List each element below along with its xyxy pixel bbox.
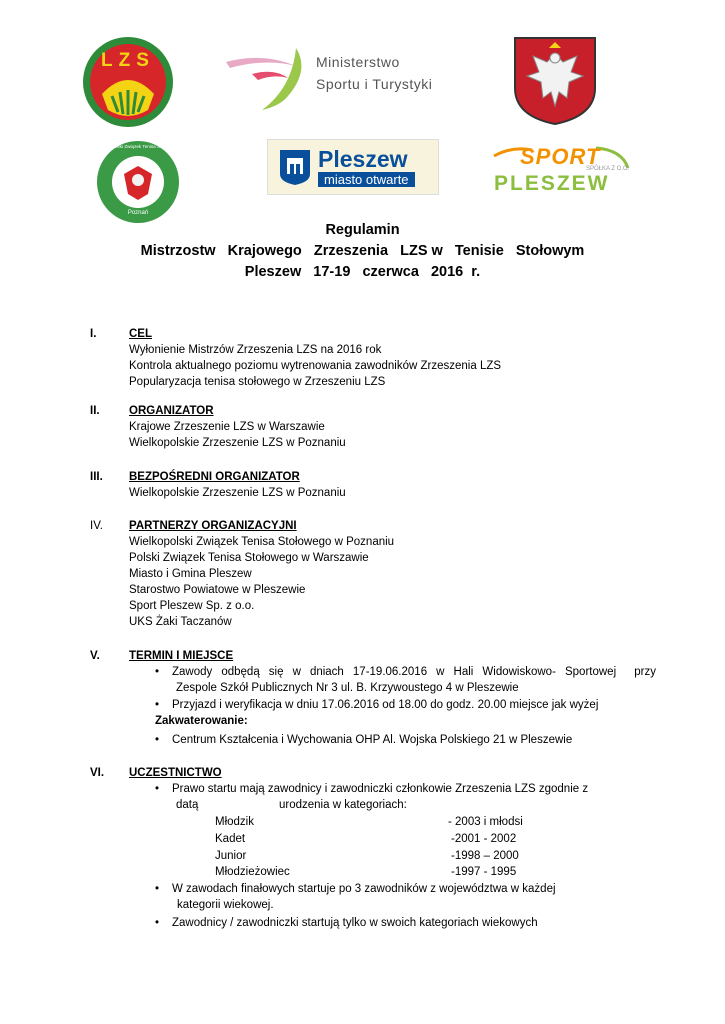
section-6-bullet-eligibility: • Prawo startu mają zawodnicy i zawodniczki członkowie Zrzeszenia LZS zgodnie z [172, 781, 588, 797]
category-name: Junior [215, 850, 247, 862]
section-3-number: III. [90, 471, 103, 483]
section-1-item: Wyłonienie Mistrzów Zrzeszenia LZS na 2016 rok [129, 344, 382, 356]
section-2-heading: ORGANIZATOR [129, 405, 214, 417]
section-4-number: IV. [90, 520, 104, 532]
section-5-bullet-venue-cont: Zespole Szkół Publicznych Nr 3 ul. B. Krzywoustego 4 w Pleszewie [176, 682, 519, 694]
wielkopolska-coat-of-arms [513, 36, 597, 126]
section-4-item: Polski Związek Tenisa Stołowego w Warszawie [129, 552, 369, 564]
section-1-item: Popularyzacja tenisa stołowego w Zrzeszeniu LZS [129, 376, 386, 388]
section-4-item: UKS Żaki Taczanów [129, 616, 232, 628]
lzs-logo-text: LZS [101, 50, 155, 71]
federation-ring-text: Wielkopolski Związek Tenisa Stołowego [97, 144, 179, 149]
section-6-bullet-finals: • W zawodach finałowych startuje po 3 zawodników z województwa w każdej [172, 881, 556, 897]
ministry-line1: Ministerstwo [316, 54, 400, 70]
ministry-line2: Sportu i Turystyki [316, 76, 433, 92]
section-5-heading: TERMIN I MIEJSCE [129, 650, 234, 662]
category-years: -1997 - 1995 [451, 866, 517, 878]
section-5-bullet-arrival: • Przyjazd i weryfikacja w dniu 17.06.2016 od 18.00 do godz. 20.00 miejsce jak wyżej [172, 697, 598, 713]
section-5-bullet-venue: • Zawody odbędą się w dniach 17-19.06.2016 w Hali Widowiskowo- Sportowej przy [172, 664, 656, 680]
sport-pleszew-logo [492, 144, 632, 196]
section-6-bullet-categories: • Zawodnicy / zawodniczki startują tylko w swoich kategoriach wiekowych [172, 915, 538, 931]
section-4-item: Wielkopolski Związek Tenisa Stołowego w Poznaniu [129, 536, 395, 548]
sport-pleszew-line2: PLESZEW [494, 172, 610, 195]
federation-bottom-text: Poznań [127, 210, 149, 216]
section-3-item: Wielkopolskie Zrzeszenie LZS w Poznaniu [129, 487, 346, 499]
section-3-heading: BEZPOŚREDNI ORGANIZATOR [129, 471, 300, 483]
category-name: Młodzik [215, 816, 254, 828]
lzs-logo [82, 36, 174, 128]
document-place-date: Pleszew 17-19 czerwca 2016 r. [244, 264, 481, 280]
pleszew-logo [267, 139, 439, 195]
category-years: -1998 – 2000 [451, 850, 519, 862]
section-4-item: Sport Pleszew Sp. z o.o. [129, 600, 255, 612]
section-2-item: Wielkopolskie Zrzeszenie LZS w Poznaniu [129, 437, 346, 449]
section-5-accommodation-label: Zakwaterowanie: [155, 715, 248, 727]
section-6-eligibility-cont-b: urodzenia w kategoriach: [279, 799, 407, 811]
section-1-item: Kontrola aktualnego poziomu wytrenowania zawodników Zrzeszenia LZS [129, 360, 502, 372]
document-subtitle: Mistrzostw Krajowego Zrzeszenia LZS w Tenisie Stołowym [140, 243, 585, 259]
sport-pleszew-line1: SPORT [520, 144, 601, 169]
category-years: -2001 - 2002 [451, 833, 517, 845]
section-6-finals-cont: kategorii wiekowej. [177, 899, 274, 911]
category-name: Kadet [215, 833, 246, 845]
sport-pleszew-small: SPÓŁKA Z O.O. [586, 166, 630, 172]
document-title: Regulamin [325, 222, 400, 238]
section-4-heading: PARTNERZY ORGANIZACYJNI [129, 520, 297, 532]
federation-logo [96, 140, 180, 224]
pleszew-name: Pleszew [318, 146, 408, 172]
section-5-number: V. [90, 650, 100, 662]
section-6-eligibility-cont-a: datą [176, 799, 199, 811]
section-4-item: Miasto i Gmina Pleszew [129, 568, 252, 580]
section-5-bullet-accommodation: • Centrum Kształcenia i Wychowania OHP Al. Wojska Polskiego 21 w Pleszewie [172, 732, 572, 748]
category-name: Młodzieżowiec [215, 866, 290, 878]
section-2-item: Krajowe Zrzeszenie LZS w Warszawie [129, 421, 325, 433]
section-1-heading: CEL [129, 328, 152, 340]
ministry-logo [222, 44, 442, 114]
pleszew-tagline: miasto otwarte [318, 172, 415, 187]
section-6-number: VI. [90, 767, 105, 779]
section-1-number: I. [90, 328, 97, 340]
section-6-heading: UCZESTNICTWO [129, 767, 222, 779]
section-2-number: II. [90, 405, 100, 417]
section-4-item: Starostwo Powiatowe w Pleszewie [129, 584, 306, 596]
category-years: - 2003 i młodsi [448, 816, 523, 828]
